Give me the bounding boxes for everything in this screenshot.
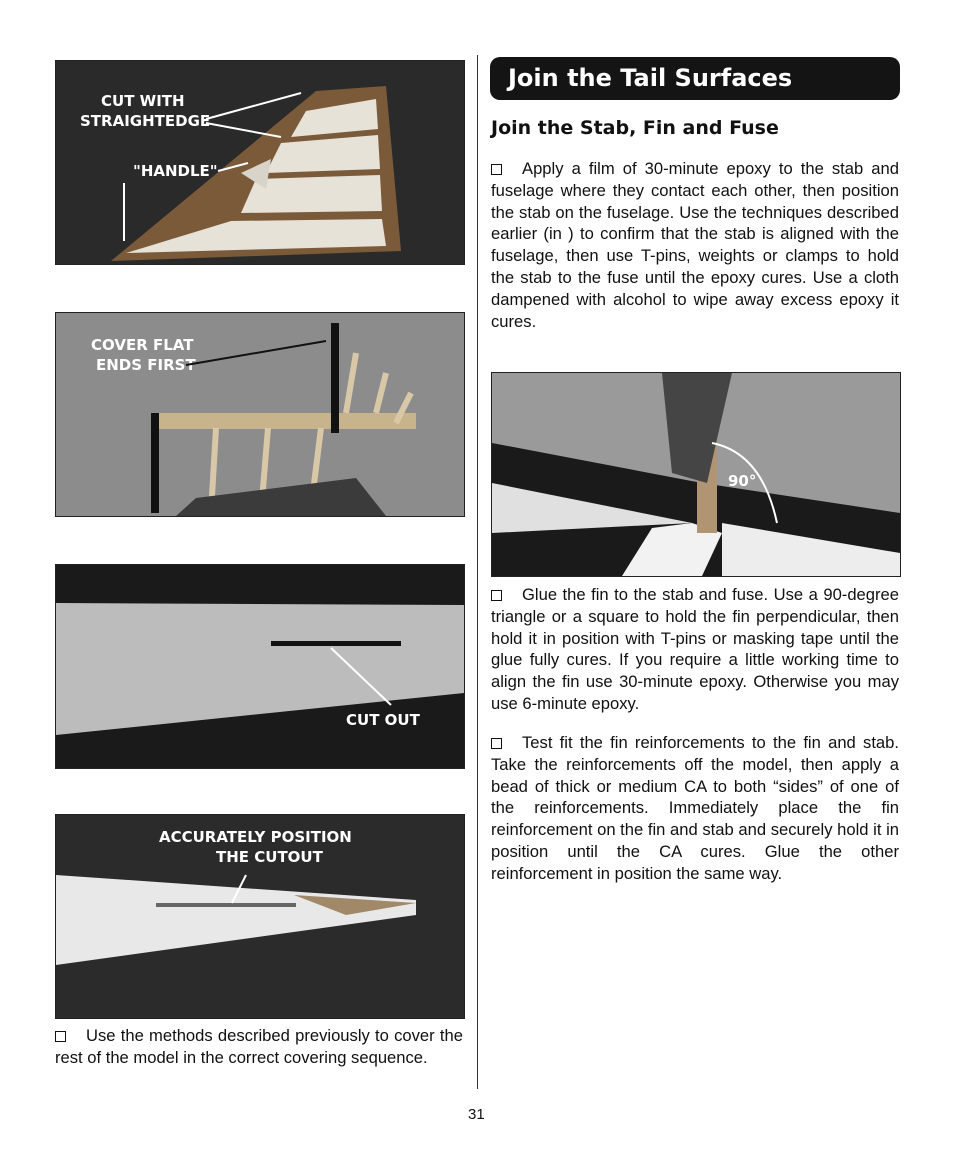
step-glue-fin: Glue the fin to the stab and fuse. Use a 90-degree triangle or a square to hold the fin perpendicular, then hold it in position with T-pins or masking tape until the glue fully cures. If you require a little working time to align the fin use 30-minute epoxy. Otherwise you may use 6-minute epoxy. [491,585,899,713]
strip-label: CUT OUT [346,711,420,729]
checkbox-icon[interactable] [491,164,502,175]
position-label-line2: THE CUTOUT [216,848,323,866]
section-banner: Join the Tail Surfaces [490,57,900,100]
photo-stab-fin [491,372,901,577]
wing-label-line1: CUT WITH [101,92,185,110]
section-subhead: Join the Stab, Fin and Fuse [491,117,779,139]
photo-strip-cutout [55,564,465,769]
wing-label-line2: STRAIGHTEDGE [80,112,211,130]
photo-position-cutout [55,814,465,1019]
wing-label-handle: "HANDLE" [133,162,218,180]
stab-label: 90° [728,472,757,490]
photo-wing-cut [55,60,465,265]
checkbox-icon[interactable] [55,1031,66,1042]
checkbox-icon[interactable] [491,738,502,749]
step-fin-reinforcements: Test fit the fin reinforcements to the fin and stab. Take the reinforcements off the model, then apply a bead of thick or medium CA to both “sides” of one of the reinforcements. Immediately place the fin reinforcement on the fin and stab and securely hold it in position until the CA cures. Glue the other reinforcement in position the same way. [491,733,899,883]
column-divider [477,55,478,1089]
step-apply-epoxy: Apply a film of 30-minute epoxy to the stab and fuselage where they contact each other, then position the stab on the fuselage. Use the techniques described earlier (in ) to confirm that the stab is aligned with the fuselage, then use T-pins, weights or clamps to hold the stab to the fuse until the epoxy cures. Use a cloth dampened with alcohol to wipe away excess epoxy it cures. [491,159,899,331]
photo-cover-ends [55,312,465,517]
frame-label-line1: COVER FLAT [91,336,194,354]
page-number: 31 [468,1106,485,1123]
position-label-line1: ACCURATELY POSITION [159,828,352,846]
step-cover-rest: Use the methods described previously to cover the rest of the model in the correct covering sequence. [55,1026,463,1067]
checkbox-icon[interactable] [491,590,502,601]
frame-label-line2: ENDS FIRST [96,356,196,374]
